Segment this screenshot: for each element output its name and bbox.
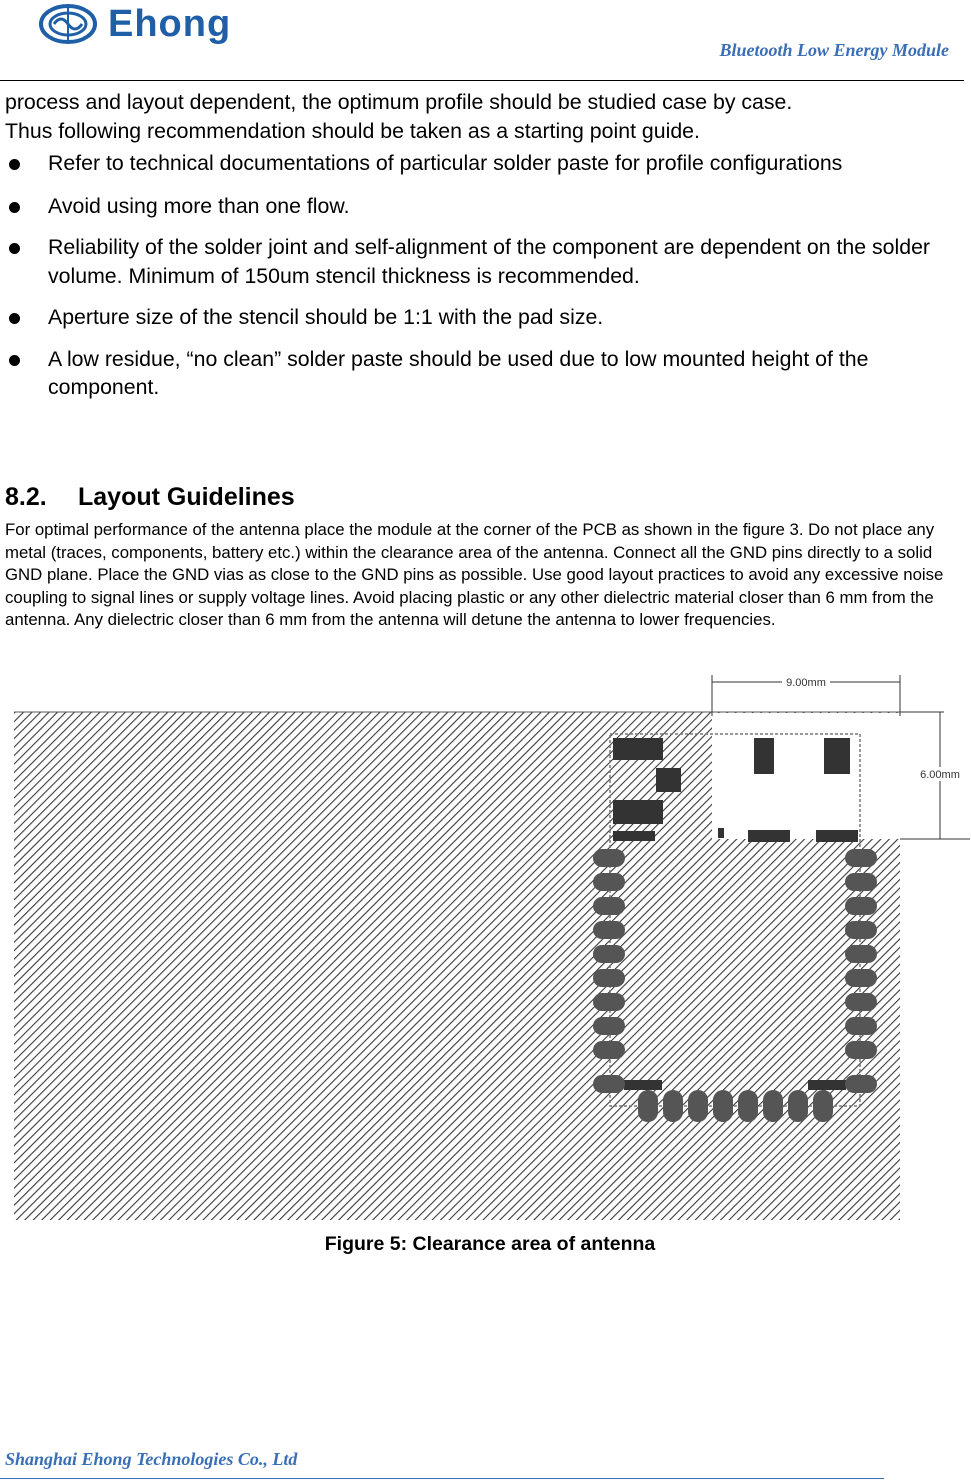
recommendation-list: [0, 149, 971, 402]
figure-caption: Figure 5: Clearance area of antenna: [324, 1233, 656, 1255]
page-header: [0, 0, 971, 84]
antenna-pad: [816, 830, 858, 842]
right-pin-column: [845, 849, 877, 1093]
component-pad: [613, 800, 663, 824]
footer-divider: [0, 1478, 884, 1479]
header-divider: [0, 80, 964, 81]
antenna-clearance-area: [712, 713, 900, 839]
list-item: [0, 233, 971, 290]
logo-icon: [38, 2, 100, 46]
bullet-icon: [9, 313, 20, 324]
component-pad: [613, 831, 655, 841]
width-dimension-label: 9.00mm: [786, 677, 826, 689]
list-item-text: Avoid using more than one flow.: [48, 193, 350, 218]
clearance-figure: [12, 672, 971, 1224]
antenna-pad: [748, 830, 790, 842]
layout-paragraph: For optimal performance of the antenna place the module at the corner of the PCB as shown in the figure 3. Do not place any metal (traces, components, battery etc.) within the clearance area of the antenna. Connect all the GND pins directly to a solid GND plane. Place the GND vias as close to the GND pins as possible. Use good layout practices to avoid any excessive noise coupling to signal lines or supply voltage lines. Avoid placing plastic or any other dielectric material closer than 6 mm from the antenna. Any dielectric closer than 6 mm from the antenna will detune the antenna to lower frequencies.: [5, 520, 944, 630]
intro-line-1: process and layout dependent, the optimum profile should be studied case by case.: [5, 90, 793, 114]
header-title: Bluetooth Low Energy Module: [719, 40, 949, 60]
list-item-text: Aperture size of the stencil should be 1:1 with the pad size.: [48, 305, 604, 329]
ehong-logo: [38, 2, 278, 46]
antenna-pad: [824, 738, 850, 774]
component-pad: [808, 1080, 846, 1090]
logo-text: Ehong: [108, 3, 232, 45]
height-dimension-label: 6.00mm: [920, 769, 960, 781]
bullet-icon: [9, 355, 20, 366]
bullet-icon: [9, 202, 20, 213]
list-item: [0, 149, 971, 178]
section-heading: [5, 483, 295, 512]
list-item-text: Refer to technical documentations of particular solder paste for profile configurations: [48, 151, 843, 175]
left-pin-column: [593, 849, 625, 1093]
section-title: Layout Guidelines: [78, 483, 295, 511]
component-pad: [656, 768, 681, 792]
antenna-pad: [754, 738, 774, 774]
list-item: [0, 192, 971, 221]
component-pad: [624, 1080, 662, 1090]
intro-line-2: Thus following recommendation should be taken as a starting point guide.: [5, 119, 700, 143]
antenna-pad: [718, 828, 724, 838]
list-item-text: A low residue, “no clean” solder paste should be used due to low mounted height of the component.: [48, 346, 869, 399]
section-number: 8.2.: [5, 483, 47, 511]
list-item: [0, 345, 971, 402]
component-pad: [613, 738, 663, 760]
list-item: [0, 303, 971, 332]
list-item-text: Reliability of the solder joint and self-alignment of the component are dependent on the solder volume. Minimum of 150um stencil thickness is recommended.: [48, 235, 931, 288]
footer-company: Shanghai Ehong Technologies Co., Ltd: [5, 1449, 298, 1469]
bullet-icon: [9, 159, 20, 170]
clearance-diagram: [12, 672, 971, 1224]
bullet-icon: [9, 243, 20, 254]
